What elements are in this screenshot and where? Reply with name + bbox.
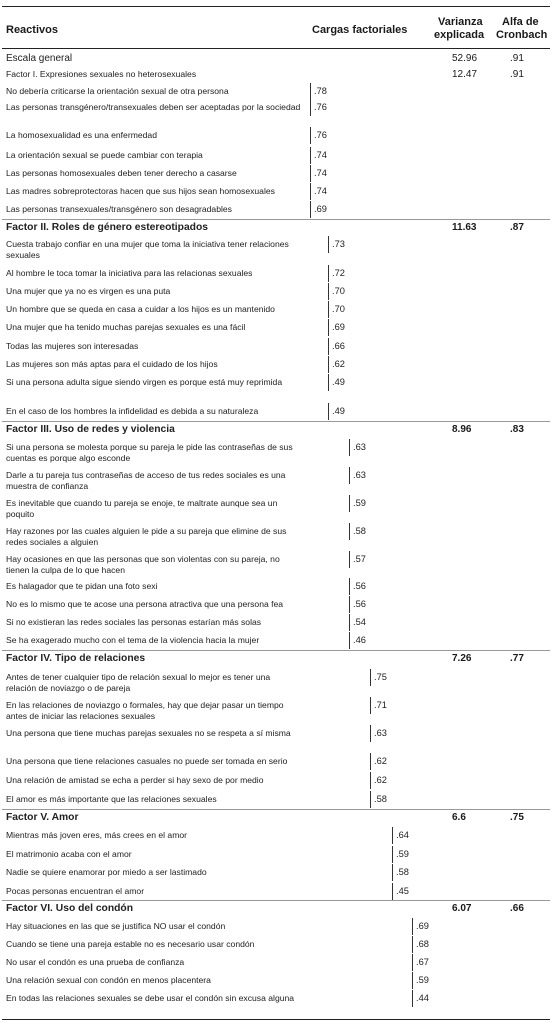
factor-loading: .69 (314, 204, 327, 214)
factor-loading: .45 (396, 886, 409, 896)
loading-column-rule (328, 283, 329, 300)
factor-label: Factor III. Uso de redes y violencia (6, 424, 175, 435)
header-variance-line1: Varianza (438, 16, 483, 28)
factor-rule (2, 809, 550, 810)
factor-loading: .70 (332, 304, 345, 314)
loading-column-rule (412, 972, 413, 989)
factor-loading: .68 (416, 939, 429, 949)
factor-loading: .69 (416, 921, 429, 931)
item-label: Las personas transexuales/transgénero son desagradables (6, 204, 232, 214)
loading-column-rule (370, 669, 371, 686)
factor-loading: .66 (332, 341, 345, 351)
explained-variance: 7.26 (452, 653, 472, 664)
loading-column-rule (349, 632, 350, 649)
explained-variance: 6.6 (452, 812, 466, 823)
loading-column-rule (392, 846, 393, 863)
factor-loading: .63 (353, 470, 366, 480)
item-label: Hay situaciones en las que se justifica NO usar el condón (6, 921, 226, 931)
explained-variance: 12.47 (452, 69, 478, 80)
factor-loading: .59 (396, 849, 409, 859)
item-label: No es lo mismo que te acose una persona atractiva que una persona fea (6, 599, 284, 609)
item-label: Las personas transgénero/transexuales deben ser aceptadas por la sociedad (6, 102, 301, 112)
cronbach-alpha: .75 (510, 812, 524, 823)
factor-loading: .49 (332, 406, 345, 416)
factor-loading: .73 (332, 239, 345, 249)
item-label: El amor es más importante que las relaciones sexuales (6, 794, 217, 804)
factor-loading: .72 (332, 268, 345, 278)
item-label: No debería criticarse la orientación sexual de otra persona (6, 86, 229, 96)
loading-column-rule (349, 551, 350, 568)
factor-label: Factor VI. Uso del condón (6, 903, 134, 914)
item-label: Las personas homosexuales deben tener derecho a casarse (6, 168, 237, 178)
factor-loading: .56 (353, 581, 366, 591)
item-label: El matrimonio acaba con el amor (6, 849, 132, 859)
factor-loading: .46 (353, 635, 366, 645)
loading-column-rule (328, 265, 329, 282)
factor-loading: .58 (353, 526, 366, 536)
item-label: Al hombre le toca tomar la iniciativa para las relacionas sexuales (6, 268, 253, 278)
loading-column-rule (310, 99, 311, 116)
bottom-rule (2, 1019, 550, 1020)
loading-column-rule (412, 918, 413, 935)
header-alpha-line1: Alfa de (502, 16, 539, 28)
factor-loading: .76 (314, 130, 327, 140)
loading-column-rule (349, 439, 350, 456)
item-label: Mientras más joven eres, más crees en el amor (6, 830, 188, 840)
loading-column-rule (310, 127, 311, 144)
factor-loading: .59 (353, 498, 366, 508)
loading-column-rule (328, 338, 329, 355)
loading-column-rule (310, 201, 311, 218)
loading-column-rule (328, 403, 329, 420)
factor-loading: .59 (416, 975, 429, 985)
factor-loading: .62 (374, 775, 387, 785)
factor-loading: .76 (314, 102, 327, 112)
factor-loading: .63 (374, 728, 387, 738)
explained-variance: 6.07 (452, 903, 472, 914)
loading-column-rule (328, 356, 329, 373)
loading-column-rule (370, 753, 371, 770)
item-label: Darle a tu pareja tus contraseñas de acceso de tus redes sociales es una muestra de confianza (6, 470, 286, 491)
loading-column-rule (349, 596, 350, 613)
factor-loading: .62 (332, 359, 345, 369)
top-rule (2, 6, 550, 7)
loading-column-rule (349, 523, 350, 540)
loading-column-rule (370, 791, 371, 808)
item-label: Una mujer que ya no es virgen es una puta (6, 286, 171, 296)
item-label: Las madres sobreprotectoras hacen que sus hijos sean homosexuales (6, 186, 275, 196)
header-rule (2, 48, 550, 49)
explained-variance: 52.96 (452, 53, 478, 64)
factor-rule (2, 900, 550, 901)
item-label: Si no existieran las redes sociales las personas estarían más solas (6, 617, 262, 627)
loading-column-rule (392, 883, 393, 900)
factor-loading: .49 (332, 377, 345, 387)
loading-column-rule (328, 319, 329, 336)
factor-label: Factor V. Amor (6, 812, 79, 823)
loading-column-rule (349, 467, 350, 484)
factor-loading: .62 (374, 756, 387, 766)
factor-loading: .67 (416, 957, 429, 967)
factor-loading: .58 (396, 867, 409, 877)
factor-loading: .69 (332, 322, 345, 332)
loading-column-rule (349, 578, 350, 595)
item-label: Si una persona se molesta porque su pareja le pide las contraseñas de sus cuentas es porque algo esconde (6, 442, 293, 463)
cronbach-alpha: .83 (510, 424, 524, 435)
factor-loading: .74 (314, 168, 327, 178)
loading-column-rule (412, 936, 413, 953)
factor-loading: .63 (353, 442, 366, 452)
item-label: Una persona que tiene muchas parejas sexuales no se respeta a sí misma (6, 728, 291, 738)
item-label: No usar el condón es una prueba de confianza (6, 957, 185, 967)
factor-loading: .57 (353, 554, 366, 564)
factor-label: Factor I. Expresiones sexuales no heterosexuales (6, 69, 197, 79)
loading-column-rule (412, 990, 413, 1007)
factor-loading: .78 (314, 86, 327, 96)
loading-column-rule (310, 183, 311, 200)
item-label: En las relaciones de noviazgo o formales, hay que dejar pasar un tiempo antes de iniciar las relaciones sexuales (6, 700, 284, 721)
factor-loading: .54 (353, 617, 366, 627)
loading-column-rule (349, 495, 350, 512)
loading-column-rule (392, 827, 393, 844)
factor-loading: .75 (374, 672, 387, 682)
factor-label: Escala general (6, 53, 73, 64)
cronbach-alpha: .77 (510, 653, 524, 664)
item-label: Antes de tener cualquier tipo de relación sexual lo mejor es tener una relación de noviazgo o de pareja (6, 672, 271, 693)
factor-loading: .70 (332, 286, 345, 296)
loading-column-rule (310, 165, 311, 182)
item-label: Una relación de amistad se echa a perder si hay sexo de por medio (6, 775, 264, 785)
item-label: Una relación sexual con condón en menos placentera (6, 975, 211, 985)
item-label: Hay razones por las cuales alguien le pide a su pareja que elimine de sus redes sociales a alguien (6, 526, 287, 547)
factor-loading: .64 (396, 830, 409, 840)
item-label: Es inevitable que cuando tu pareja se enoje, te maltrate aunque sea un poquito (6, 498, 278, 519)
item-label: En todas las relaciones sexuales se debe usar el condón sin excusa alguna (6, 993, 295, 1003)
loading-column-rule (370, 697, 371, 714)
header-items: Reactivos (6, 24, 58, 36)
header-alpha-line2: Cronbach (496, 29, 548, 41)
item-label: Cuando se tiene una pareja estable no es necesario usar condón (6, 939, 255, 949)
item-label: Es halagador que te pidan una foto sexi (6, 581, 158, 591)
item-label: Se ha exagerado mucho con el tema de la violencia hacia la mujer (6, 635, 260, 645)
item-label: Cuesta trabajo confiar en una mujer que toma la iniciativa tener relaciones sexuales (6, 239, 289, 260)
header-loadings: Cargas factoriales (312, 24, 408, 36)
loading-column-rule (370, 725, 371, 742)
loading-column-rule (328, 236, 329, 253)
factor-loading: .71 (374, 700, 387, 710)
factor-loading: .56 (353, 599, 366, 609)
cronbach-alpha: .66 (510, 903, 524, 914)
header-variance-line2: explicada (434, 29, 485, 41)
factor-loading: .58 (374, 794, 387, 804)
item-label: Una mujer que ha tenido muchas parejas sexuales es una fácil (6, 322, 246, 332)
item-label: Todas las mujeres son interesadas (6, 341, 139, 351)
item-label: La orientación sexual se puede cambiar con terapia (6, 150, 203, 160)
item-label: Si una persona adulta sigue siendo virgen es porque está muy reprimida (6, 377, 283, 387)
factor-label: Factor II. Roles de género estereotipados (6, 222, 208, 233)
loading-column-rule (349, 614, 350, 631)
factor-loading: .74 (314, 150, 327, 160)
item-label: Un hombre que se queda en casa a cuidar a los hijos es un mantenido (6, 304, 275, 314)
loading-column-rule (310, 147, 311, 164)
item-label: Una persona que tiene relaciones casuales no puede ser tomada en serio (6, 756, 288, 766)
cronbach-alpha: .91 (510, 53, 524, 64)
loading-column-rule (328, 374, 329, 391)
item-label: Las mujeres son más aptas para el cuidado de los hijos (6, 359, 218, 369)
item-label: Pocas personas encuentran el amor (6, 886, 145, 896)
loading-column-rule (392, 864, 393, 881)
item-label: En el caso de los hombres la infidelidad es debida a su naturaleza (6, 406, 259, 416)
factor-loading: .74 (314, 186, 327, 196)
loading-column-rule (370, 772, 371, 789)
factor-rule (2, 219, 550, 220)
factor-rule (2, 421, 550, 422)
factor-rule (2, 650, 550, 651)
cronbach-alpha: .87 (510, 222, 524, 233)
item-label: La homosexualidad es una enfermedad (6, 130, 157, 140)
loading-column-rule (328, 301, 329, 318)
item-label: Nadie se quiere enamorar por miedo a ser lastimado (6, 867, 207, 877)
factor-label: Factor IV. Tipo de relaciones (6, 653, 146, 664)
cronbach-alpha: .91 (510, 69, 524, 80)
loading-column-rule (310, 83, 311, 100)
explained-variance: 11.63 (452, 222, 477, 233)
loading-column-rule (412, 954, 413, 971)
factor-loading: .44 (416, 993, 429, 1003)
explained-variance: 8.96 (452, 424, 472, 435)
item-label: Hay ocasiones en que las personas que son violentas con su pareja, no tienen la culpa de lo que hacen (6, 554, 280, 575)
